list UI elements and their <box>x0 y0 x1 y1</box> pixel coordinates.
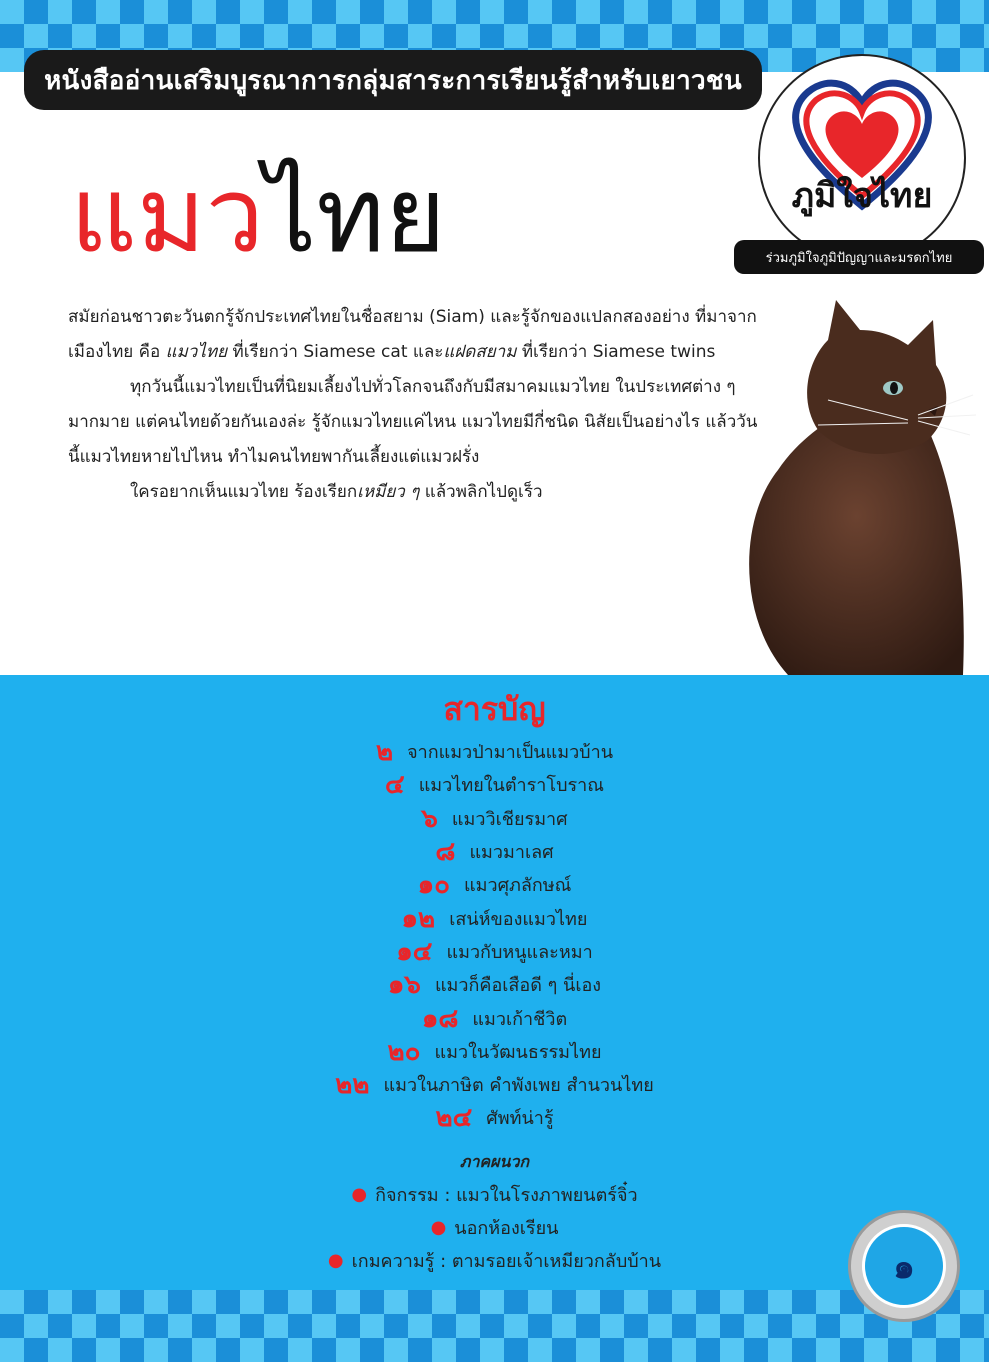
toc-item[interactable]: ๒๒ แมวในภาษิต คำพังเพย สำนวนไทย <box>335 1070 654 1101</box>
appendix-item[interactable]: ● เกมความรู้ : ตามรอยเจ้าเหมียวกลับบ้าน <box>327 1250 662 1272</box>
appendix-item[interactable]: ● กิจกรรม : แมวในโรงภาพยนตร์จิ๋ว <box>351 1184 638 1206</box>
intro-paragraph-2: ทุกวันนี้แมวไทยเป็นที่นิยมเลี้ยงไปทั่วโลกจนถึงกับมีสมาคมแมวไทย ในประเทศต่าง ๆ มากมาย แต่คนไทยด้วยกันเองล่ะ รู้จักแมวไทยแค่ไหน แมวไทยมีกี่ชนิด นิสัยเป็นอย่างไร แล้ววันนี้แมวไทยหายไปไหน ทำไมคนไทยพากันเลี้ยงแต่แมวฝรั่ง <box>68 377 758 467</box>
page-number: ๑ <box>862 1224 946 1308</box>
bullet-icon: ● <box>351 1184 368 1205</box>
toc-item[interactable]: ๑๐ แมวศุภลักษณ์ <box>417 870 572 901</box>
page-title <box>70 150 446 280</box>
toc-item[interactable]: ๒ จากแมวป่ามาเป็นแมวบ้าน <box>375 737 614 768</box>
toc-item[interactable]: ๑๔ แมวกับหนูและหมา <box>396 936 593 967</box>
toc-item[interactable]: ๔ แมวไทยในตำราโบราณ <box>385 770 604 801</box>
logo-tagline: ร่วมภูมิใจภูมิปัญญาและมรดกไทย <box>734 240 984 274</box>
heart-logo-icon <box>760 56 964 260</box>
toc-item[interactable]: ๑๘ แมวเก้าชีวิต <box>421 1003 568 1034</box>
cat-photo <box>718 290 978 675</box>
appendix-heading: ภาคผนวก <box>459 1152 530 1171</box>
toc-item[interactable]: ๑๖ แมวก็คือเสือดี ๆ นี่เอง <box>387 970 602 1001</box>
toc-item[interactable]: ๑๒ เสน่ห์ของแมวไทย <box>401 903 588 934</box>
toc-item[interactable]: ๒๐ แมวในวัฒนธรรมไทย <box>387 1036 602 1067</box>
series-title-band <box>24 50 762 110</box>
toc-item[interactable]: ๖ แมววิเชียรมาศ <box>421 803 568 834</box>
logo-name: ภูมิใจไทย <box>791 176 933 216</box>
intro-text <box>68 300 768 510</box>
intro-paragraph-1: สมัยก่อนชาวตะวันตกรู้จักประเทศไทยในชื่อสยาม (Siam) และรู้จักของแปลกสองอย่าง ที่มาจากเมืองไทย คือ แมวไทย ที่เรียกว่า Siamese cat และแฝดสยาม ที่เรียกว่า Siamese twins <box>68 307 757 362</box>
appendix-list <box>0 1178 989 1277</box>
toc-item[interactable]: ๘ แมวมาเลศ <box>435 837 554 868</box>
bullet-icon: ● <box>327 1250 344 1271</box>
toc-list <box>0 735 989 1135</box>
logo <box>758 54 966 262</box>
toc-item[interactable]: ๒๔ ศัพท์น่ารู้ <box>435 1103 554 1134</box>
bottom-checker-strip <box>0 1290 989 1350</box>
bullet-icon: ● <box>430 1217 447 1238</box>
title-part-red: แมว <box>70 154 264 276</box>
series-title: หนังสืออ่านเสริมบูรณาการกลุ่มสาระการเรียนรู้สำหรับเยาวชน <box>44 65 742 96</box>
title-part-black: ไทย <box>263 154 446 276</box>
appendix-item[interactable]: ● นอกห้องเรียน <box>430 1217 559 1239</box>
intro-paragraph-3: ใครอยากเห็นแมวไทย ร้องเรียกเหมียว ๆ แล้วพลิกไปดูเร็ว <box>130 482 543 502</box>
toc-title: สารบัญ <box>443 690 546 728</box>
